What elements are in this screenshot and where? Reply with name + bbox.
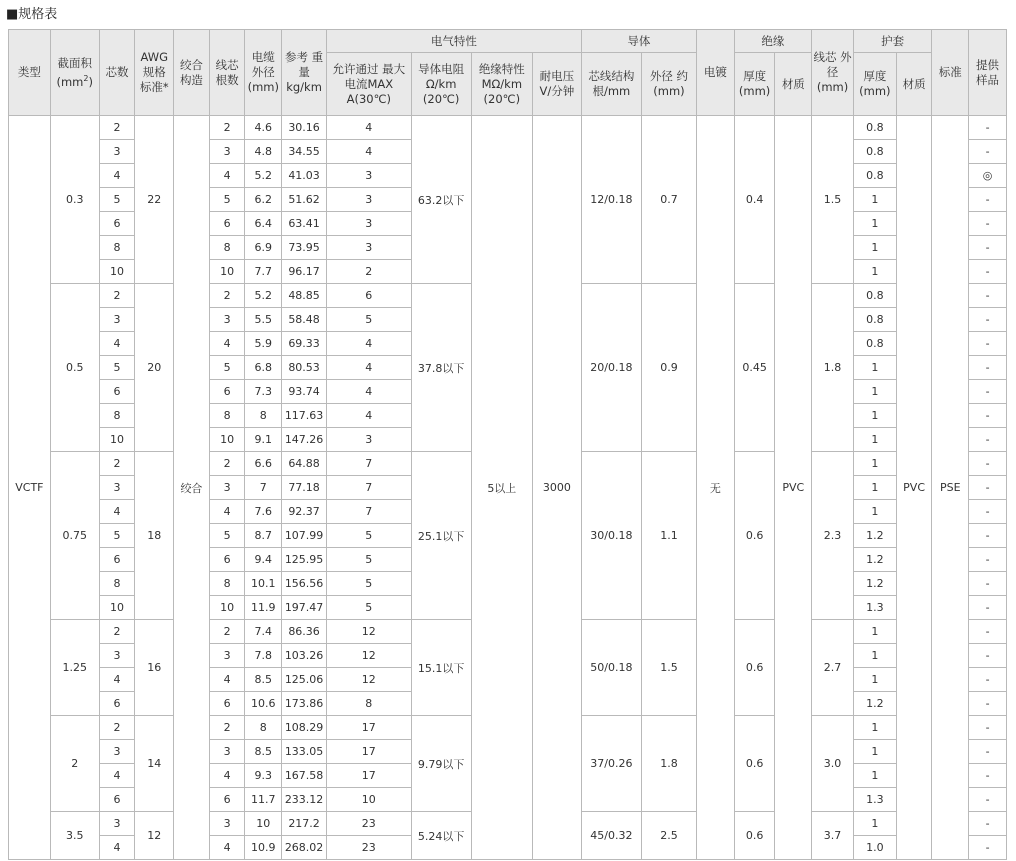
cell-sh_thick: 0.8 [853,140,896,164]
cell-weight: 92.37 [282,500,327,524]
cell-sample: - [969,668,1007,692]
cell-core_od: 1.8 [812,284,854,452]
spec-table-body [9,116,1007,860]
cell-cores: 6 [99,788,135,812]
cell-cable_od: 10.1 [245,572,282,596]
cell-wire_count: 6 [209,692,245,716]
cell-weight: 117.63 [282,404,327,428]
cell-max_current: 4 [326,404,411,428]
cell-sh_thick: 1 [853,380,896,404]
cell-sample: - [969,620,1007,644]
cell-cable_od: 9.1 [245,428,282,452]
cell-ins_thick: 0.6 [734,716,775,812]
cell-weight: 125.06 [282,668,327,692]
cell-sample: - [969,836,1007,860]
cell-cable_od: 8.5 [245,668,282,692]
cell-insulation_prop: 5以上 [471,116,532,860]
cell-wire_count: 5 [209,356,245,380]
cell-wire_count: 8 [209,572,245,596]
header-sh-thick: 厚度 (mm) [853,53,896,116]
cell-sample: - [969,188,1007,212]
cell-cores: 5 [99,524,135,548]
cell-cores: 10 [99,428,135,452]
cell-resistance: 37.8以下 [411,284,471,452]
cell-strand: 50/0.18 [581,620,641,716]
cell-cores: 4 [99,764,135,788]
cell-sample: - [969,308,1007,332]
cell-weight: 217.2 [282,812,327,836]
cell-cable_od: 10.9 [245,836,282,860]
cell-sample: - [969,404,1007,428]
header-weight: 参考 重量 kg/km [282,30,327,116]
cell-ins_thick: 0.6 [734,452,775,620]
cell-weight: 34.55 [282,140,327,164]
cell-ins_thick: 0.6 [734,620,775,716]
cell-cond_od: 2.5 [641,812,696,860]
cell-max_current: 4 [326,332,411,356]
cell-sample: - [969,284,1007,308]
cell-awg: 22 [135,116,174,284]
cell-max_current: 12 [326,620,411,644]
cell-sample: - [969,140,1007,164]
header-twist: 绞合 构造 [174,30,210,116]
cell-cable_od: 11.7 [245,788,282,812]
cell-cores: 8 [99,236,135,260]
cell-wire_count: 2 [209,620,245,644]
cell-weight: 107.99 [282,524,327,548]
cell-sh_thick: 1 [853,644,896,668]
cell-sample: - [969,740,1007,764]
cell-sample: - [969,692,1007,716]
cell-cable_od: 6.6 [245,452,282,476]
cell-cable_od: 10 [245,812,282,836]
cell-sh_thick: 1.3 [853,596,896,620]
cell-resistance: 5.24以下 [411,812,471,860]
cell-max_current: 3 [326,212,411,236]
cell-area: 3.5 [50,812,99,860]
cell-core_od: 2.7 [812,620,854,716]
cell-weight: 80.53 [282,356,327,380]
cell-weight: 51.62 [282,188,327,212]
cell-cond_od: 1.1 [641,452,696,620]
cell-cond_od: 0.7 [641,116,696,284]
cell-wire_count: 6 [209,212,245,236]
cell-max_current: 3 [326,428,411,452]
cell-cable_od: 8 [245,404,282,428]
cell-sample: - [969,236,1007,260]
cell-cable_od: 6.9 [245,236,282,260]
cell-area: 1.25 [50,620,99,716]
cell-wire_count: 6 [209,788,245,812]
cell-cable_od: 7 [245,476,282,500]
cell-cond_od: 1.8 [641,716,696,812]
header-sample: 提供 样品 [969,30,1007,116]
table-row [9,116,1007,140]
cell-weight: 125.95 [282,548,327,572]
cell-cores: 2 [99,116,135,140]
cell-cores: 8 [99,404,135,428]
cell-cores: 4 [99,500,135,524]
cell-cores: 4 [99,668,135,692]
cell-sh_thick: 0.8 [853,116,896,140]
cell-cores: 10 [99,260,135,284]
cell-cable_od: 8 [245,716,282,740]
cell-cable_od: 10.6 [245,692,282,716]
cell-wire_count: 2 [209,116,245,140]
cell-sh_thick: 1 [853,716,896,740]
header-standard: 标准 [932,30,969,116]
cell-weight: 147.26 [282,428,327,452]
cell-sh_thick: 1 [853,212,896,236]
cell-sh_thick: 1 [853,356,896,380]
cell-wire_count: 3 [209,740,245,764]
cell-cores: 4 [99,164,135,188]
cell-cores: 2 [99,284,135,308]
cell-strand: 45/0.32 [581,812,641,860]
cell-sh_thick: 1.0 [853,836,896,860]
cell-strand: 30/0.18 [581,452,641,620]
cell-cable_od: 5.5 [245,308,282,332]
cell-max_current: 10 [326,788,411,812]
cell-wire_count: 8 [209,236,245,260]
cell-wire_count: 2 [209,284,245,308]
cell-sh_thick: 1 [853,188,896,212]
cell-weight: 30.16 [282,116,327,140]
cell-wire_count: 5 [209,524,245,548]
cell-sh_thick: 1 [853,452,896,476]
cell-max_current: 7 [326,500,411,524]
cell-cable_od: 5.9 [245,332,282,356]
cell-ins_thick: 0.6 [734,812,775,860]
header-core-od: 线芯 外径 (mm) [812,30,854,116]
header-withstand: 耐电压 V/分钟 [532,53,581,116]
cell-weight: 48.85 [282,284,327,308]
cell-sh_thick: 0.8 [853,308,896,332]
cell-cores: 4 [99,332,135,356]
cell-cable_od: 5.2 [245,284,282,308]
cell-sh_thick: 1 [853,740,896,764]
cell-weight: 93.74 [282,380,327,404]
header-type: 类型 [9,30,51,116]
cell-max_current: 17 [326,740,411,764]
cell-sample: - [969,452,1007,476]
cell-wire_count: 4 [209,764,245,788]
cell-wire_count: 2 [209,716,245,740]
cell-max_current: 5 [326,572,411,596]
header-electrical: 电气特性 [326,30,581,53]
header-cable-od: 电缆 外径 (mm) [245,30,282,116]
cell-wire_count: 3 [209,812,245,836]
cell-sample: - [969,596,1007,620]
cell-strand: 20/0.18 [581,284,641,452]
cell-sample: - [969,356,1007,380]
cell-max_current: 5 [326,524,411,548]
cell-max_current: 23 [326,836,411,860]
cell-weight: 103.26 [282,644,327,668]
cell-cable_od: 6.8 [245,356,282,380]
cell-sh_thick: 0.8 [853,332,896,356]
header-insulation: 绝缘 [734,30,811,53]
cell-max_current: 7 [326,476,411,500]
cell-sample: - [969,116,1007,140]
cell-ins_material: PVC [775,116,812,860]
cell-max_current: 4 [326,356,411,380]
cell-wire_count: 5 [209,188,245,212]
cell-weight: 108.29 [282,716,327,740]
cell-sample: - [969,764,1007,788]
cell-weight: 167.58 [282,764,327,788]
cell-cores: 3 [99,740,135,764]
cell-weight: 86.36 [282,620,327,644]
cell-awg: 12 [135,812,174,860]
cell-sh_thick: 1.2 [853,524,896,548]
cell-weight: 63.41 [282,212,327,236]
header-area: 截面积 $(mm^2)$ [50,30,99,116]
cell-strand: 37/0.26 [581,716,641,812]
cell-cable_od: 7.6 [245,500,282,524]
cell-weight: 197.47 [282,596,327,620]
cell-max_current: 8 [326,692,411,716]
cell-cable_od: 4.8 [245,140,282,164]
cell-cores: 6 [99,380,135,404]
cell-sh_thick: 1.3 [853,788,896,812]
cell-cable_od: 7.4 [245,620,282,644]
cell-sh_thick: 1 [853,236,896,260]
cell-cores: 5 [99,188,135,212]
cell-sh_thick: 1 [853,764,896,788]
cell-awg: 16 [135,620,174,716]
cell-sample: - [969,428,1007,452]
cell-cable_od: 8.7 [245,524,282,548]
cell-sample: - [969,260,1007,284]
cell-weight: 73.95 [282,236,327,260]
cell-cond_od: 1.5 [641,620,696,716]
cell-resistance: 9.79以下 [411,716,471,812]
cell-wire_count: 3 [209,476,245,500]
cell-sample: - [969,716,1007,740]
cell-cores: 4 [99,836,135,860]
header-ins-thick: 厚度 (mm) [734,53,775,116]
cell-type: VCTF [9,116,51,860]
cell-sample: - [969,500,1007,524]
header-conductor: 导体 [581,30,696,53]
cell-wire_count: 3 [209,644,245,668]
cell-weight: 268.02 [282,836,327,860]
header-resistance: 导体电阻 Ω/km (20℃) [411,53,471,116]
cell-wire_count: 4 [209,332,245,356]
cell-max_current: 4 [326,116,411,140]
cell-area: 0.3 [50,116,99,284]
cell-max_current: 6 [326,284,411,308]
cell-weight: 173.86 [282,692,327,716]
page-title: ■规格表 [6,7,58,22]
header-max-current: 允许通过 最大电流MAX A(30℃) [326,53,411,116]
cell-awg: 18 [135,452,174,620]
cell-sample: - [969,380,1007,404]
cell-wire_count: 3 [209,140,245,164]
cell-sh_thick: 1 [853,404,896,428]
cell-standard: PSE [932,116,969,860]
cell-cores: 8 [99,572,135,596]
cell-cores: 10 [99,596,135,620]
cell-cores: 3 [99,308,135,332]
header-sheath: 护套 [853,30,931,53]
cell-core_od: 3.0 [812,716,854,812]
cell-sample: - [969,476,1007,500]
cell-cores: 3 [99,812,135,836]
cell-cores: 6 [99,692,135,716]
cell-area: 2 [50,716,99,812]
cell-resistance: 15.1以下 [411,620,471,716]
cell-weight: 69.33 [282,332,327,356]
cell-cores: 3 [99,476,135,500]
cell-max_current: 12 [326,668,411,692]
cell-core_od: 2.3 [812,452,854,620]
cell-max_current: 17 [326,764,411,788]
cell-cond_od: 0.9 [641,284,696,452]
cell-max_current: 4 [326,380,411,404]
cell-wire_count: 2 [209,452,245,476]
cell-cores: 3 [99,644,135,668]
cell-cores: 2 [99,716,135,740]
cell-wire_count: 6 [209,548,245,572]
cell-max_current: 5 [326,548,411,572]
cell-sample: - [969,812,1007,836]
cell-wire_count: 6 [209,380,245,404]
cell-max_current: 3 [326,164,411,188]
cell-sample: - [969,524,1007,548]
cell-wire_count: 10 [209,596,245,620]
spec-table [8,29,1007,860]
cell-awg: 20 [135,284,174,452]
header-sh-material: 材质 [896,53,932,116]
cell-sh_thick: 1 [853,428,896,452]
cell-max_current: 17 [326,716,411,740]
cell-wire_count: 3 [209,308,245,332]
cell-weight: 41.03 [282,164,327,188]
header-strand: 芯线结构 根/mm [581,53,641,116]
cell-core_od: 1.5 [812,116,854,284]
cell-weight: 96.17 [282,260,327,284]
cell-ins_thick: 0.45 [734,284,775,452]
cell-sh_thick: 1 [853,620,896,644]
cell-wire_count: 4 [209,668,245,692]
cell-sh_thick: 0.8 [853,164,896,188]
cell-plating: 无 [697,116,735,860]
cell-cable_od: 9.3 [245,764,282,788]
cell-max_current: 3 [326,188,411,212]
cell-sh_thick: 1.2 [853,572,896,596]
cell-cores: 2 [99,452,135,476]
cell-max_current: 7 [326,452,411,476]
header-cores: 芯数 [99,30,135,116]
cell-sh_thick: 1 [853,500,896,524]
cell-sh_thick: 1 [853,260,896,284]
cell-max_current: 4 [326,140,411,164]
cell-cable_od: 4.6 [245,116,282,140]
cell-cable_od: 7.3 [245,380,282,404]
cell-cable_od: 6.2 [245,188,282,212]
cell-strand: 12/0.18 [581,116,641,284]
cell-cable_od: 7.8 [245,644,282,668]
cell-weight: 233.12 [282,788,327,812]
cell-wire_count: 4 [209,164,245,188]
cell-wire_count: 4 [209,500,245,524]
cell-resistance: 63.2以下 [411,116,471,284]
cell-max_current: 3 [326,236,411,260]
cell-cores: 6 [99,548,135,572]
cell-wire_count: 8 [209,404,245,428]
header-plating: 电镀 [697,30,735,116]
header-wire-count: 线芯 根数 [209,30,245,116]
cell-sh_thick: 1.2 [853,548,896,572]
header-awg: AWG 规格 标准* [135,30,174,116]
cell-wire_count: 10 [209,260,245,284]
cell-withstand: 3000 [532,116,581,860]
cell-sample: - [969,788,1007,812]
cell-area: 0.75 [50,452,99,620]
cell-weight: 133.05 [282,740,327,764]
cell-cores: 2 [99,620,135,644]
cell-weight: 77.18 [282,476,327,500]
cell-cores: 6 [99,212,135,236]
header-ins-material: 材质 [775,53,812,116]
cell-max_current: 23 [326,812,411,836]
cell-sh_thick: 1 [853,476,896,500]
cell-max_current: 5 [326,308,411,332]
cell-area: 0.5 [50,284,99,452]
cell-wire_count: 10 [209,428,245,452]
cell-sh_thick: 1 [853,812,896,836]
cell-cable_od: 5.2 [245,164,282,188]
cell-weight: 58.48 [282,308,327,332]
cell-awg: 14 [135,716,174,812]
cell-sh_thick: 1 [853,668,896,692]
cell-cores: 3 [99,140,135,164]
cell-sh_thick: 0.8 [853,284,896,308]
cell-max_current: 5 [326,596,411,620]
cell-max_current: 2 [326,260,411,284]
cell-resistance: 25.1以下 [411,452,471,620]
cell-cable_od: 9.4 [245,548,282,572]
header-cond-od: 外径 约(mm) [641,53,696,116]
cell-wire_count: 4 [209,836,245,860]
cell-sh_thick: 1.2 [853,692,896,716]
cell-sh_material: PVC [896,116,932,860]
cell-sample: - [969,572,1007,596]
cell-cores: 5 [99,356,135,380]
cell-weight: 156.56 [282,572,327,596]
cell-sample: - [969,212,1007,236]
cell-cable_od: 11.9 [245,596,282,620]
header-insulation-prop: 绝缘特性 MΩ/km (20℃) [471,53,532,116]
cell-sample: ◎ [969,164,1007,188]
cell-weight: 64.88 [282,452,327,476]
cell-sample: - [969,548,1007,572]
cell-sample: - [969,332,1007,356]
cell-sample: - [969,644,1007,668]
cell-max_current: 12 [326,644,411,668]
cell-twist: 绞合 [174,116,210,860]
cell-cable_od: 6.4 [245,212,282,236]
cell-ins_thick: 0.4 [734,116,775,284]
cell-cable_od: 8.5 [245,740,282,764]
cell-core_od: 3.7 [812,812,854,860]
cell-cable_od: 7.7 [245,260,282,284]
